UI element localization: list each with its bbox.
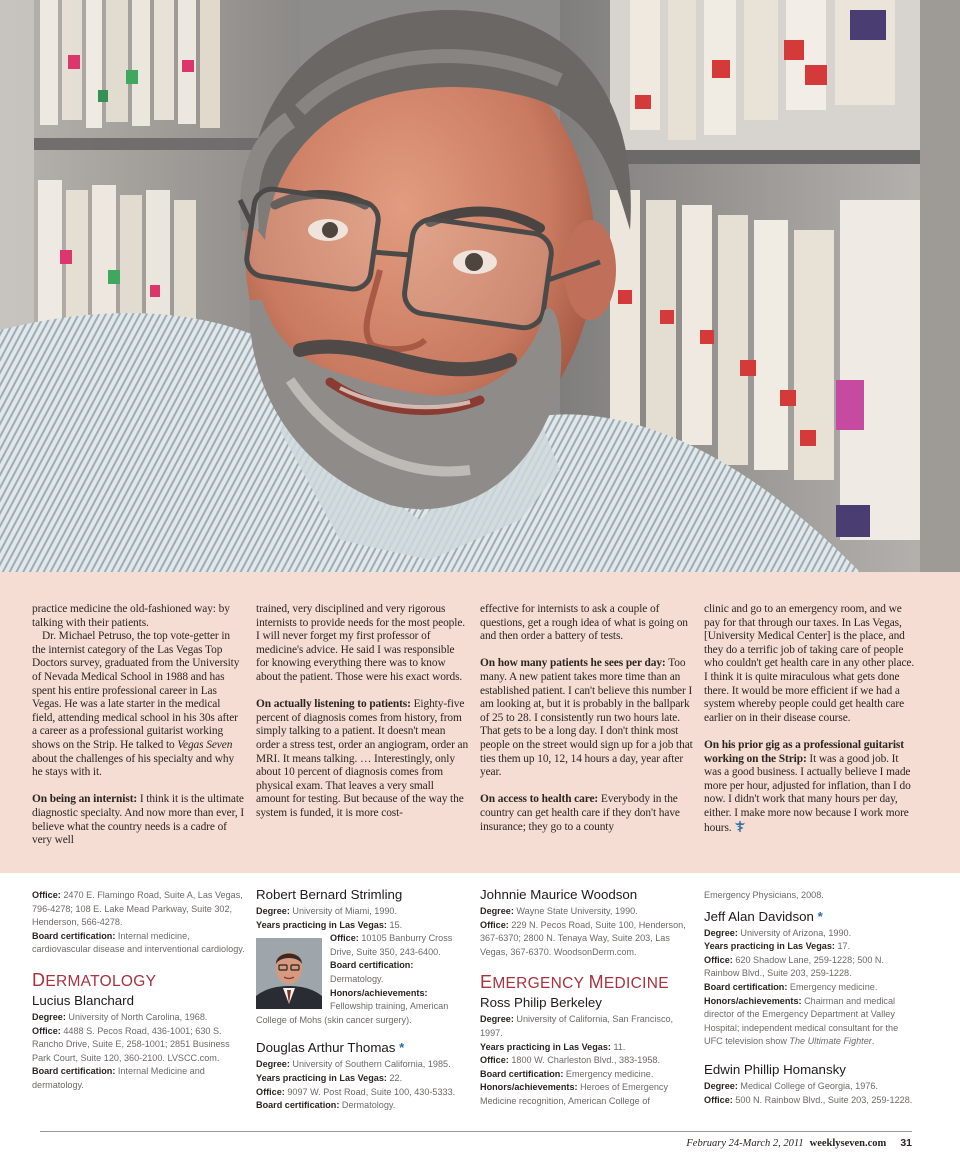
doctor-headshot (256, 938, 322, 1009)
continued-answer: trained, very disciplined and very rigorous internists to provide needs for the most people. I will never forget my first professor of medicine's advice. He said I was responsible for knowing everything there was to know about the patient. Those were his exact words. (256, 603, 466, 683)
listing-board: Board certification: Dermatology. (330, 960, 414, 984)
qa-listening (256, 698, 469, 820)
listing-office: Office: 500 N. Rainbow Blvd., Suite 203, 259-1228. (704, 1094, 913, 1105)
doctor-name: Edwin Phillip Homansky (704, 1061, 846, 1077)
interview-column-3 (480, 603, 693, 834)
section-heading-emergency-medicine: EMERGENCY MEDICINE (480, 972, 669, 993)
listing-office: Office: 4488 S. Pecos Road, 436-1001; 630 S. Rancho Drive, Suite E, 258-1001; 2851 Business Park Court, Suite 120, 360-2100. LVSCC.com. (32, 1025, 230, 1063)
listing-degree: Degree: University of Arizona, 1990. (704, 927, 852, 938)
directory-column-2 (256, 889, 469, 1113)
continued-answer: effective for internists to ask a couple of questions, get a rough idea of what is going on and then order a battery of tests. (480, 603, 688, 643)
answer-guitarist: It was a good job. It was a good business. I actually believe I made more per hour, adjusted for inflation, than I do now. I didn't work that many hours per day, either. I make more now because I work more hours. (704, 752, 911, 834)
listing-honors: Honors/achievements: Fellowship training, American College of Mohs (skin cancer surgery). (256, 987, 449, 1025)
qa-patients-per-day (480, 657, 693, 779)
bio-paragraph (32, 630, 245, 780)
question-internist: On being an internist: (32, 793, 138, 806)
listing-years: Years practicing in Las Vegas: 15. (256, 919, 403, 930)
publication-name: Vegas Seven (177, 738, 233, 751)
continued-answer: clinic and go to an emergency room, and we pay for that through our taxes. In Las Vegas, [University Medical Center] is the place, and they do a terrific job of taking care of people who couldn't get health care in any other place. I think it is quite miraculous what gets done there. It would be more efficient if we had a system whereby people could get health care earlier on in their disease course. (704, 603, 915, 724)
listing-board: Board certification: Emergency medicine. (704, 981, 878, 992)
answer-internist: I think it is the ultimate diagnostic specialty. And now more than ever, I believe what the country needs is a cadre of very well (32, 793, 245, 847)
doctor-name: Jeff Alan Davidson (704, 908, 814, 924)
directory-column-3 (480, 889, 693, 1109)
question-health-care: On access to health care: (480, 793, 599, 806)
listing-office: Office: 229 N. Pecos Road, Suite 100, Henderson, 367-6370; 2800 N. Tenaya Way, Suite 203, Las Vegas, 367-6370. WoodsonDerm.com. (480, 919, 686, 957)
interview-column-2 (256, 603, 469, 821)
bio-text: Dr. Michael Petruso, the top vote-getter in the internist category of the Las Vegas Top Doctors survey, graduated from the University of Nevada Medical School in 1988 and has spent his entire professional career in Las Vegas. He was a late starter in the medical field, attending medical school in his 30s after a career as a professional guitarist working shows on the Strip. He talked to (32, 630, 240, 751)
footer-rule (40, 1131, 912, 1132)
listing-degree: Degree: University of North Carolina, 1968. (32, 1011, 208, 1022)
qa-internist (32, 793, 245, 847)
intro-paragraph: practice medicine the old-fashioned way: by talking with their patients. (32, 603, 230, 629)
page-number: 31 (900, 1137, 912, 1149)
listing-board: Board certification: Emergency medicine. (480, 1068, 654, 1079)
doctor-name: Lucius Blanchard (32, 992, 135, 1008)
listing-board: Board certification: Internal medicine, cardiovascular disease and interventional cardiology. (32, 930, 245, 955)
section-heading-dermatology: DERMATOLOGY (32, 969, 157, 990)
answer-patients: Too many. A new patient takes more time than an established patient. I can't believe this number I am looking at, but it is probably in the ballpark of 25 to 28. I consistently run two hours late. That gets to be a long day. I don't think most people on the street would sign up for a job that ties them up 10, 12, 14 hours a day, year after year. (480, 657, 693, 779)
doctor-name: Robert Bernard Strimling (256, 887, 403, 902)
directory-column-1 (32, 889, 245, 1093)
answer-health-care: Everybody in the country can get health care if they don't have insurance; they go to a county (480, 793, 680, 833)
listing-office: Office: 10105 Banburry Cross Drive, Suite 350, 243-6400. (330, 933, 453, 957)
listing-degree: Degree: University of Miami, 1990. (256, 906, 398, 916)
listing-years: Years practicing in Las Vegas: 22. (256, 1072, 403, 1083)
listing-board: Board certification: Dermatology. (256, 1100, 396, 1111)
question-patients: On how many patients he sees per day: (480, 657, 666, 670)
interview-column-1 (32, 603, 245, 848)
directory-column-4 (704, 889, 917, 1107)
doctor-name: Johnnie Maurice Woodson (480, 887, 638, 902)
interview-column-4 (704, 603, 917, 835)
doctor-name-row (704, 909, 917, 925)
website-link[interactable]: weeklyseven.com (809, 1138, 887, 1149)
listing-office: Office: 1800 W. Charleston Blvd., 383-1958. (480, 1055, 660, 1066)
listing-degree: Degree: Wayne State University, 1990. (480, 906, 638, 916)
doctor-name-row (256, 1040, 469, 1056)
listing-office: Office: 620 Shadow Lane, 259-1228; 500 N. Rainbow Blvd., Suite 203, 259-1228. (704, 954, 884, 979)
answer-listening: Eighty-five percent of diagnosis comes from history, from simply talking to a patient. It doesn't mean order a stress test, order an angiogram, order an MRI. It means talking. … Interestingly, only about 10 percent of diagnosis comes from physical exam. That leaves a very small amount for testing. But because of the way the system is funded, it is more cost- (256, 698, 469, 819)
doctor-name: Ross Philip Berkeley (480, 995, 602, 1011)
qa-guitarist (704, 739, 917, 835)
caduceus-icon (735, 821, 745, 832)
hero-photo (0, 0, 960, 572)
page-footer (686, 1137, 912, 1149)
listing-years: Years practicing in Las Vegas: 11. (480, 1041, 626, 1052)
qa-health-care (480, 793, 693, 834)
bio-text-end: about the challenges of his specialty and why he stays with it. (32, 752, 235, 779)
listing-degree: Degree: University of Southern California, 1985. (256, 1059, 451, 1070)
doctor-name: Douglas Arthur Thomas (256, 1040, 396, 1056)
listing-board: Board certification: Internal Medicine and dermatology. (32, 1066, 205, 1090)
listing-degree: Degree: University of California, San Francisco, 1997. (480, 1014, 674, 1038)
question-listening: On actually listening to patients: (256, 698, 411, 711)
listing-honors-continued: Emergency Physicians, 2008. (704, 890, 824, 900)
listing-office: Office: 2470 E. Flamingo Road, Suite A, Las Vegas, 796-4278; 108 E. Lake Mead Parkway, Suite 302, Henderson, 566-4278. (32, 890, 243, 928)
star-marker: * (817, 908, 823, 924)
issue-date: February 24-March 2, 2011 (686, 1138, 804, 1149)
question-guitarist: On his prior gig as a professional guitarist working on the Strip: (704, 738, 904, 765)
doctor-portrait-illustration (0, 0, 960, 572)
listing-honors: Honors/achievements: Heroes of Emergency Medicine recognition, American College of (480, 1082, 669, 1106)
listing-years: Years practicing in Las Vegas: 17. (704, 941, 851, 952)
listing-honors: Honors/achievements: Chairman and medical director of the Emergency Department at Valley Hospital; independent medical consultant for the UFC television show The Ultimate Fighter. (704, 995, 899, 1047)
listing-degree: Degree: Medical College of Georgia, 1976. (704, 1080, 878, 1091)
star-marker: * (399, 1040, 405, 1056)
listing-office: Office: 9097 W. Post Road, Suite 100, 430-5333. (256, 1086, 456, 1097)
